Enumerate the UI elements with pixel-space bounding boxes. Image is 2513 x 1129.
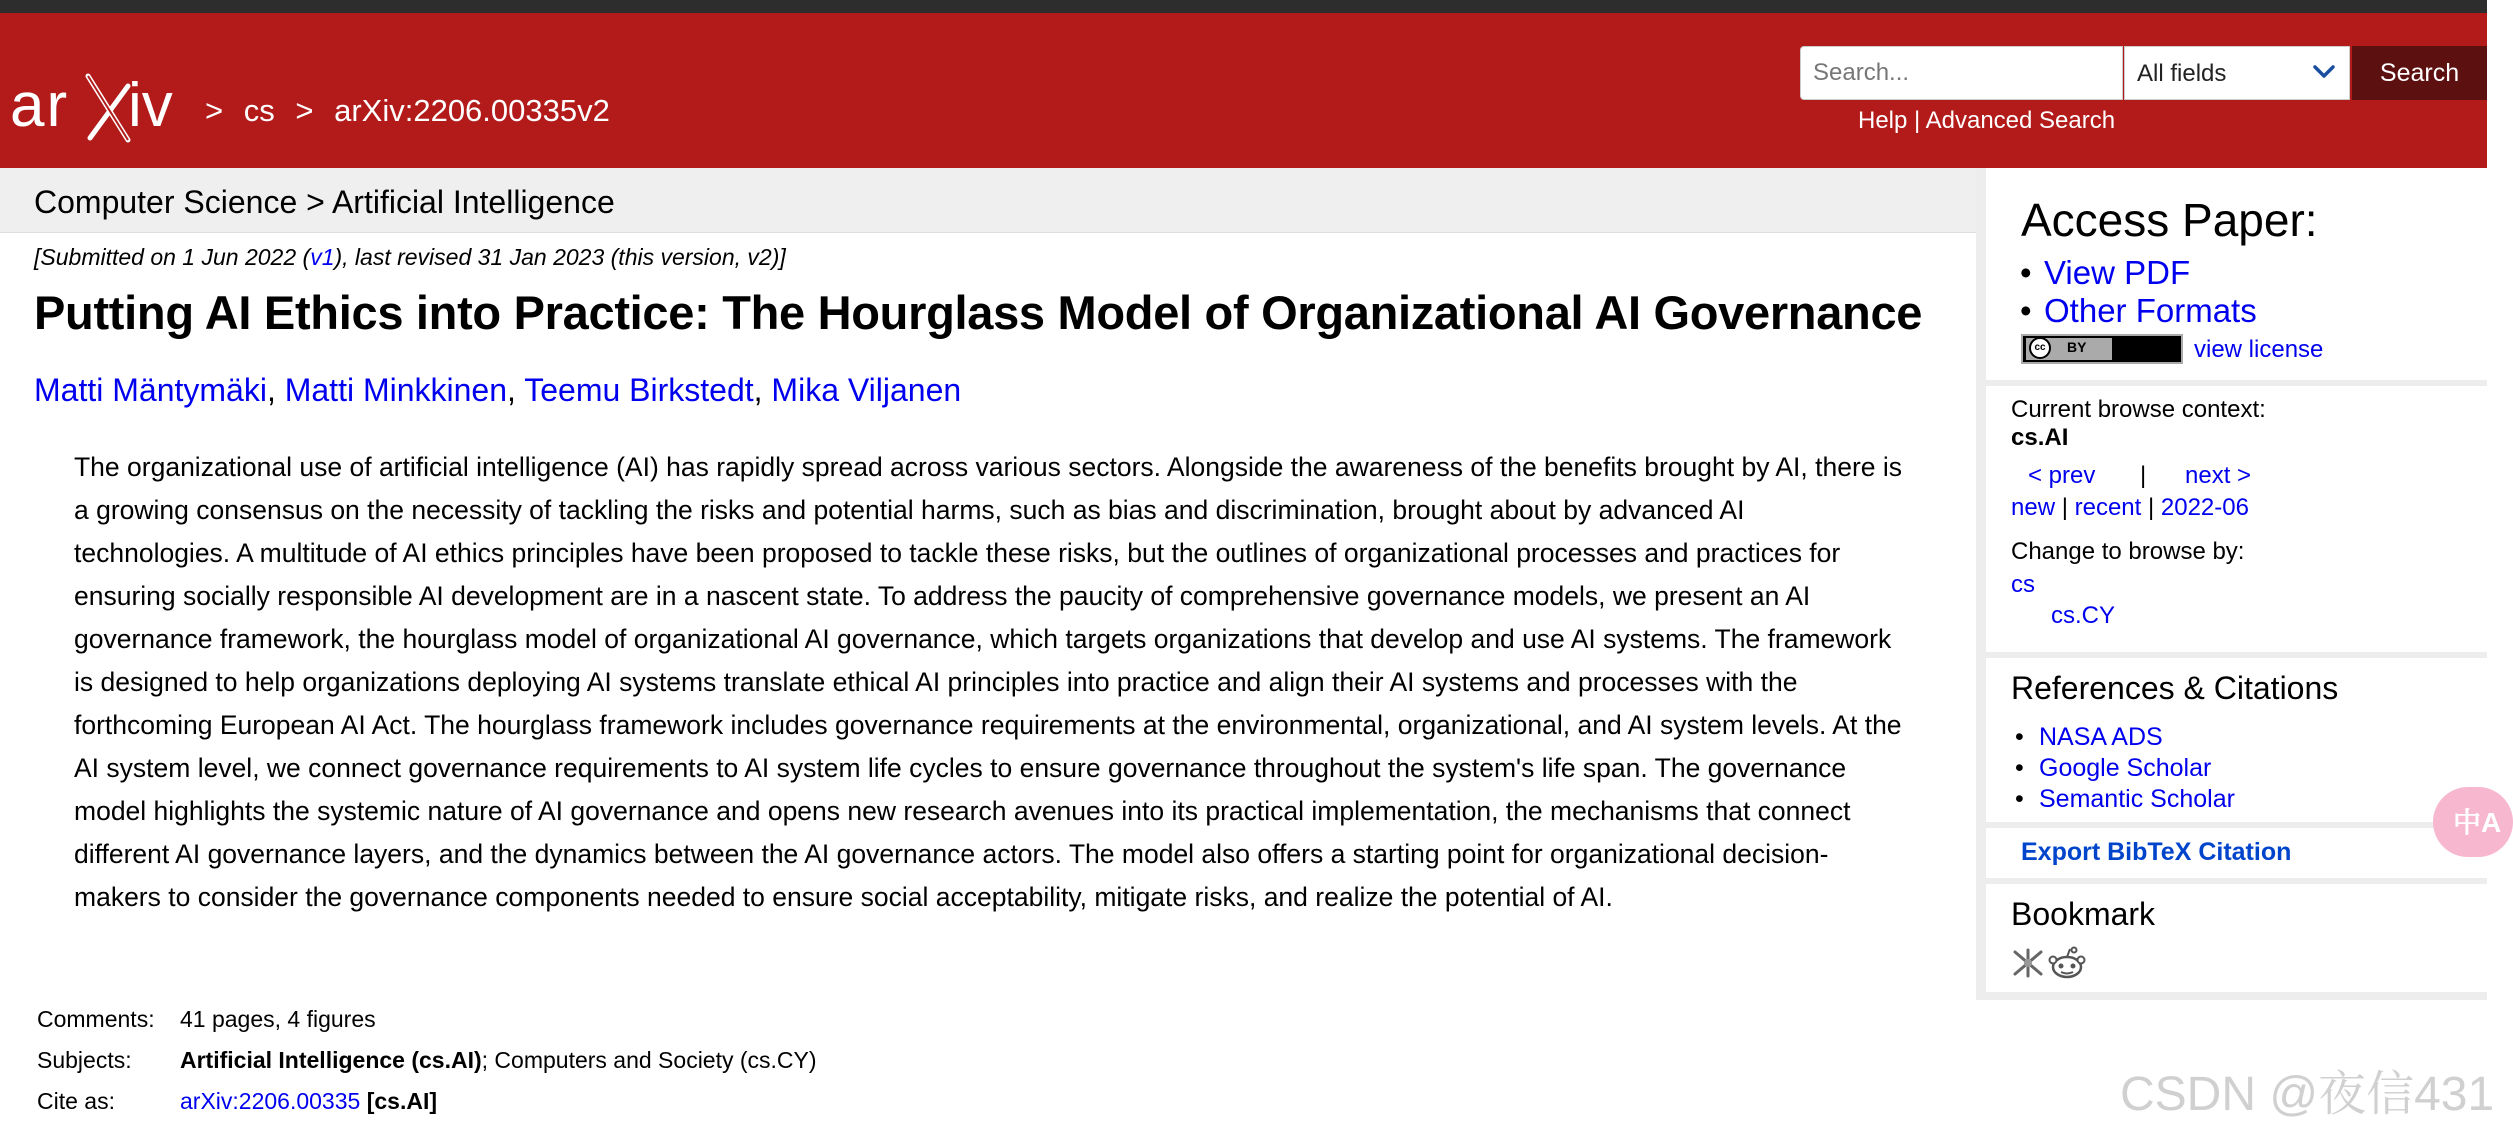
recent-link[interactable]: recent: [2074, 494, 2142, 521]
submission-dateline: [34, 244, 786, 271]
chevron-down-icon: [2313, 64, 2335, 80]
translate-widget[interactable]: [2433, 787, 2513, 857]
comments-label: Comments:: [37, 1006, 155, 1032]
secondary-subjects: ; Computers and Society (cs.CY): [481, 1047, 817, 1073]
primary-subject: Artificial Intelligence (cs.AI): [180, 1047, 482, 1073]
browse-context-label: Current browse context:: [2011, 396, 2266, 423]
export-bibtex-link[interactable]: Export BibTeX Citation: [2021, 838, 2292, 866]
search-button[interactable]: Search: [2352, 46, 2487, 100]
right-sidebar: [1976, 168, 2487, 1000]
help-link[interactable]: Help: [1858, 107, 1908, 134]
author-link[interactable]: Teemu Birkstedt: [524, 372, 754, 408]
references-title: References & Citations: [2011, 670, 2339, 706]
subjects-value: [180, 1047, 817, 1074]
paper-title: Putting AI Ethics into Practice: The Hourglass Model of Organizational AI Governance: [34, 286, 1923, 339]
subject-heading: Computer Science > Artificial Intelligence: [34, 184, 615, 220]
top-strip: [0, 0, 2487, 13]
browse-cs-link[interactable]: cs: [2011, 571, 2035, 598]
access-paper-title: Access Paper:: [2021, 194, 2318, 246]
next-link[interactable]: next >: [2185, 462, 2252, 489]
nasa-ads-link[interactable]: NASA ADS: [2039, 723, 2163, 751]
subjects-label: Subjects:: [37, 1047, 132, 1073]
search-input[interactable]: [1801, 47, 2122, 99]
bookmark-box: [1986, 884, 2487, 992]
help-links: [1858, 107, 2115, 135]
comments-value: 41 pages, 4 figures: [180, 1006, 376, 1032]
dateline-prefix: [Submitted on 1 Jun 2022 (: [34, 244, 311, 270]
author-link[interactable]: Matti Minkkinen: [284, 372, 508, 408]
view-pdf-link[interactable]: View PDF: [2044, 254, 2191, 291]
access-paper-box: [1986, 168, 2487, 380]
author-link[interactable]: Mika Viljanen: [771, 372, 962, 408]
browse-context-value: cs.AI: [2011, 424, 2069, 451]
v1-link[interactable]: v1: [310, 244, 335, 270]
site-header: [0, 13, 2487, 168]
month-link[interactable]: 2022-06: [2160, 494, 2249, 521]
access-links: [2016, 254, 2257, 330]
list-item: [2011, 784, 2235, 815]
cite-category: [cs.AI]: [360, 1088, 437, 1114]
search-field-value: All fields: [2137, 60, 2227, 87]
list-item: [2016, 254, 2257, 292]
bookmark-title: Bookmark: [2011, 896, 2156, 932]
browse-cscy-link[interactable]: cs.CY: [2051, 602, 2116, 629]
bibsonomy-icon[interactable]: [2011, 948, 2045, 978]
cite-value: [180, 1088, 437, 1115]
abstract-text: The organizational use of artificial intelligence (AI) has rapidly spread across various sectors. Alongside the awareness of the benefits brought by AI, there is a growing consensus on the necessity of tackling the risks and potential harms, such as bias and discrimination, brought about by advanced AI technologies. A multitude of AI ethics principles have been proposed to tackle these risks, but the outlines of organizational processes and practices for ensuring socially responsible AI development are in a nascent state. To address the paucity of comprehensive governance models, we present an AI governance framework, the hourglass model of organizational AI governance, which targets organizations that develop and use AI systems. The framework is designed to help organizations deploying AI systems translate ethical AI principles into practice and align their AI systems and processes with the forthcoming European AI Act. The hourglass framework includes governance requirements at the environmental, organizational, and AI system levels. At the AI system level, we connect governance requirements to AI system life cycles to ensure governance throughout the system's life span. The governance model highlights the systemic nature of AI governance and opens new research avenues into its practical implementation, the mechanisms that connect different AI governance layers, and the dynamics between the AI governance actors. The model also offers a starting point for organizational decision-makers to consider the governance components needed to ensure social acceptability, mitigate risks, and realize the potential of AI.: [74, 452, 1903, 912]
svg-text:iv: iv: [128, 71, 173, 140]
cc-by-text: BY: [2067, 339, 2087, 355]
bibtex-box: [1986, 828, 2487, 878]
prev-link[interactable]: < prev: [2028, 462, 2096, 489]
list-item: [2011, 753, 2235, 784]
cite-label: Cite as:: [37, 1088, 115, 1114]
breadcrumb-cs[interactable]: cs: [243, 93, 275, 128]
author-list: [34, 372, 961, 409]
breadcrumb-sep: >: [205, 93, 224, 128]
browse-context-box: [1986, 386, 2487, 652]
prev-next-separator: |: [2140, 462, 2147, 489]
author-separator: ,: [266, 372, 285, 408]
google-scholar-link[interactable]: Google Scholar: [2039, 754, 2212, 782]
change-browse-label: Change to browse by:: [2011, 538, 2245, 565]
author-separator: ,: [507, 372, 525, 408]
breadcrumb-sep: >: [295, 93, 314, 128]
author-link[interactable]: Matti Mäntymäki: [34, 372, 267, 408]
other-formats-link[interactable]: Other Formats: [2044, 292, 2257, 329]
dateline-suffix: ), last revised 31 Jan 2023 (this version, v2)]: [334, 244, 786, 270]
search-field-select[interactable]: [2124, 46, 2350, 100]
search-box: [1800, 46, 2123, 100]
new-recent-month-links: [2011, 494, 2249, 522]
reddit-icon[interactable]: [2048, 946, 2086, 980]
new-link[interactable]: new: [2011, 494, 2056, 521]
link-separator: |: [2141, 494, 2161, 521]
breadcrumb-paper-id[interactable]: arXiv:2206.00335v2: [334, 93, 610, 128]
references-links: [2011, 722, 2235, 815]
csdn-watermark: CSDN @夜信431: [2120, 1068, 2495, 1121]
list-item: [2011, 722, 2235, 753]
arxiv-logo[interactable]: [10, 68, 200, 148]
author-separator: ,: [753, 372, 772, 408]
svg-text:ar: ar: [10, 71, 70, 140]
translate-icon: 中A: [2453, 807, 2502, 838]
cite-link[interactable]: arXiv:2206.00335: [180, 1088, 361, 1114]
references-box: [1986, 658, 2487, 822]
subject-bar: [0, 168, 1976, 233]
breadcrumb: [205, 93, 622, 129]
advanced-search-link[interactable]: Advanced Search: [1925, 107, 2116, 134]
list-item: [2016, 292, 2257, 330]
view-license-link[interactable]: view license: [2194, 336, 2324, 363]
cc-circle-icon: cc: [2029, 337, 2051, 359]
semantic-scholar-link[interactable]: Semantic Scholar: [2039, 785, 2235, 813]
link-separator: |: [2055, 494, 2075, 521]
cc-by-license-icon[interactable]: [2021, 334, 2183, 364]
help-separator: |: [1907, 107, 1926, 134]
